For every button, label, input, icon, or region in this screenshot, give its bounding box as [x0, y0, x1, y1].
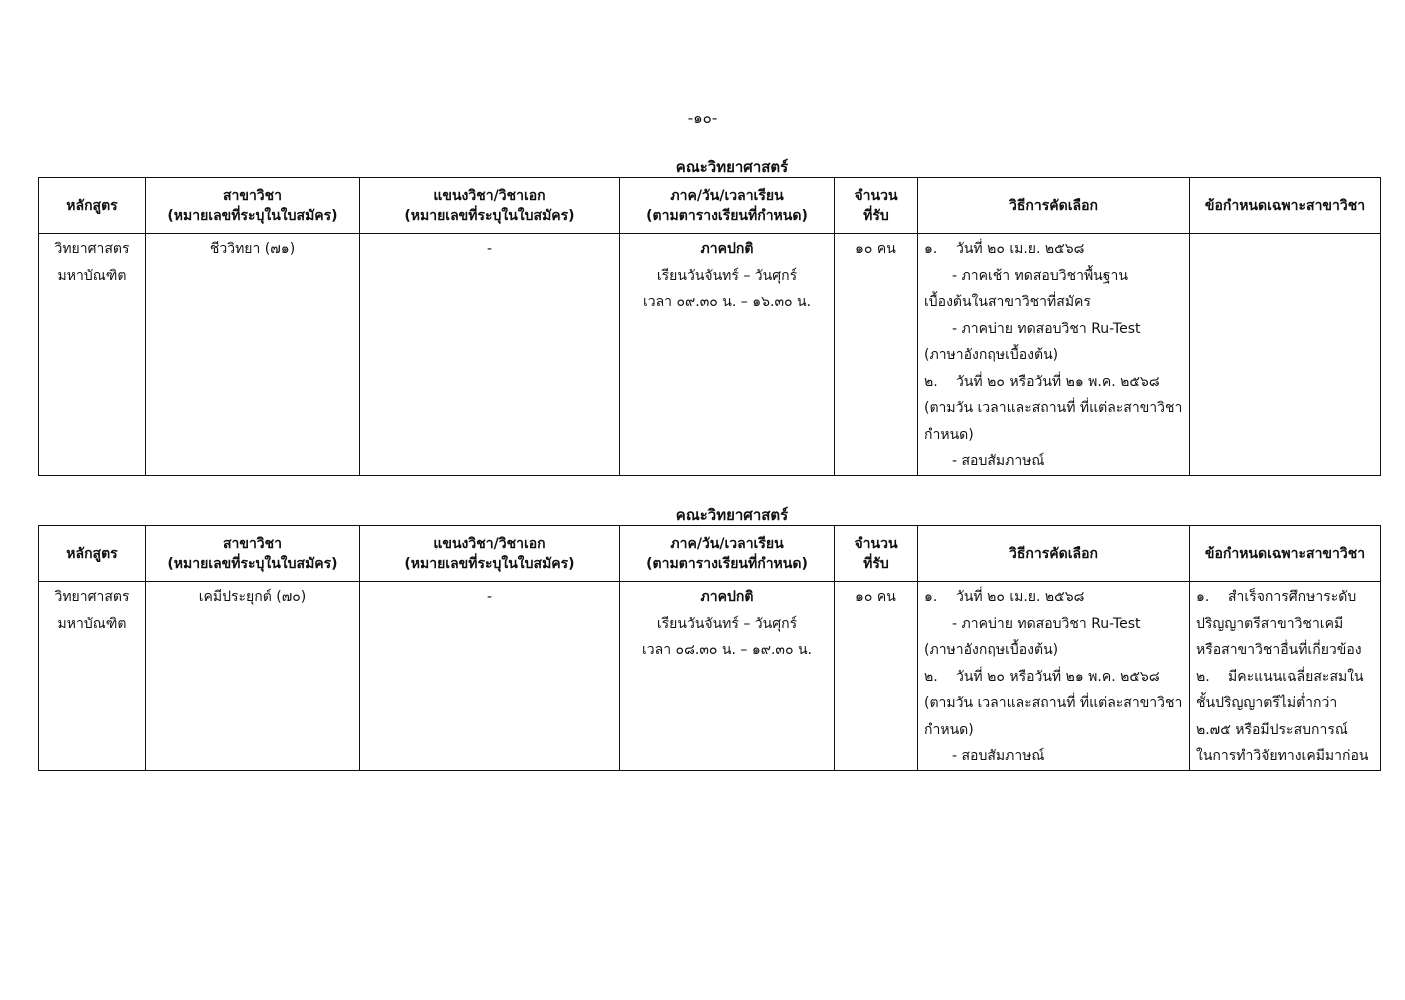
- header-selection: วิธีการคัดเลือก: [918, 526, 1190, 582]
- header-schedule: ภาค/วัน/เวลาเรียน (ตามตารางเรียนที่กำหนด): [620, 526, 835, 582]
- page-number: -๑๐-: [687, 109, 718, 127]
- cell-schedule: ภาคปกติ เรียนวันจันทร์ – วันศุกร์ เวลา ๐๙.๓๐ น. – ๑๖.๓๐ น.: [620, 234, 835, 476]
- cell-schedule: ภาคปกติ เรียนวันจันทร์ – วันศุกร์ เวลา ๐๘.๓๐ น. – ๑๙.๓๐ น.: [620, 582, 835, 771]
- header-minor: แขนงวิชา/วิชาเอก (หมายเลขที่ระบุในใบสมัคร): [360, 526, 620, 582]
- header-requirements: ข้อกำหนดเฉพาะสาขาวิชา: [1190, 178, 1381, 234]
- cell-program: วิทยาศาสตร มหาบัณฑิต: [39, 234, 146, 476]
- cell-selection: ๑. วันที่ ๒๐ เม.ย. ๒๕๖๘ - ภาคเช้า ทดสอบวิชาพื้นฐาน เบื้องต้นในสาขาวิชาที่สมัคร - ภาคบ่าย ทดสอบวิชา Ru-Test (ภาษาอังกฤษเบื้องต้น) ๒. วันที่ ๒๐ หรือวันที่ ๒๑ พ.ค. ๒๕๖๘ (ตามวัน เวลาและสถานที่ ที่แต่ละสาขาวิชา กำหนด) - สอบสัมภาษณ์: [918, 234, 1190, 476]
- header-major: สาขาวิชา (หมายเลขที่ระบุในใบสมัคร): [146, 178, 360, 234]
- header-selection: วิธีการคัดเลือก: [918, 178, 1190, 234]
- program-table: [38, 525, 1381, 771]
- header-major: สาขาวิชา (หมายเลขที่ระบุในใบสมัคร): [146, 526, 360, 582]
- cell-minor: -: [360, 582, 620, 771]
- cell-minor: -: [360, 234, 620, 476]
- faculty-section-applied-chemistry: [38, 506, 1380, 771]
- cell-program: วิทยาศาสตร มหาบัณฑิต: [39, 582, 146, 771]
- header-requirements: ข้อกำหนดเฉพาะสาขาวิชา: [1190, 526, 1381, 582]
- faculty-title: คณะวิทยาศาสตร์: [675, 158, 789, 176]
- cell-selection: ๑. วันที่ ๒๐ เม.ย. ๒๕๖๘ - ภาคบ่าย ทดสอบวิชา Ru-Test (ภาษาอังกฤษเบื้องต้น) ๒. วันที่ ๒๐ หรือวันที่ ๒๑ พ.ค. ๒๕๖๘ (ตามวัน เวลาและสถานที่ ที่แต่ละสาขาวิชา กำหนด) - สอบสัมภาษณ์: [918, 582, 1190, 771]
- program-table: [38, 177, 1381, 476]
- header-program: หลักสูตร: [39, 178, 146, 234]
- faculty-section-biology: [38, 158, 1380, 476]
- cell-quota: ๑๐ คน: [835, 234, 918, 476]
- cell-major: ชีววิทยา (๗๑): [146, 234, 360, 476]
- header-schedule: ภาค/วัน/เวลาเรียน (ตามตารางเรียนที่กำหนด): [620, 178, 835, 234]
- cell-major: เคมีประยุกต์ (๗๐): [146, 582, 360, 771]
- cell-requirements: ๑. สำเร็จการศึกษาระดับ ปริญญาตรีสาขาวิชาเคมี หรือสาขาวิชาอื่นที่เกี่ยวข้อง ๒. มีคะแนนเฉลี่ยสะสมใน ชั้นปริญญาตรีไม่ต่ำกว่า ๒.๗๕ หรือมีประสบการณ์ ในการทำวิจัยทางเคมีมาก่อน: [1190, 582, 1381, 771]
- header-minor: แขนงวิชา/วิชาเอก (หมายเลขที่ระบุในใบสมัคร): [360, 178, 620, 234]
- faculty-title: คณะวิทยาศาสตร์: [675, 506, 789, 524]
- table-row: [39, 234, 1381, 476]
- table-header-row: [39, 178, 1381, 234]
- header-program: หลักสูตร: [39, 526, 146, 582]
- table-header-row: [39, 526, 1381, 582]
- cell-requirements: [1190, 234, 1381, 476]
- table-row: [39, 582, 1381, 771]
- header-quota: จำนวน ที่รับ: [835, 526, 918, 582]
- cell-quota: ๑๐ คน: [835, 582, 918, 771]
- header-quota: จำนวน ที่รับ: [835, 178, 918, 234]
